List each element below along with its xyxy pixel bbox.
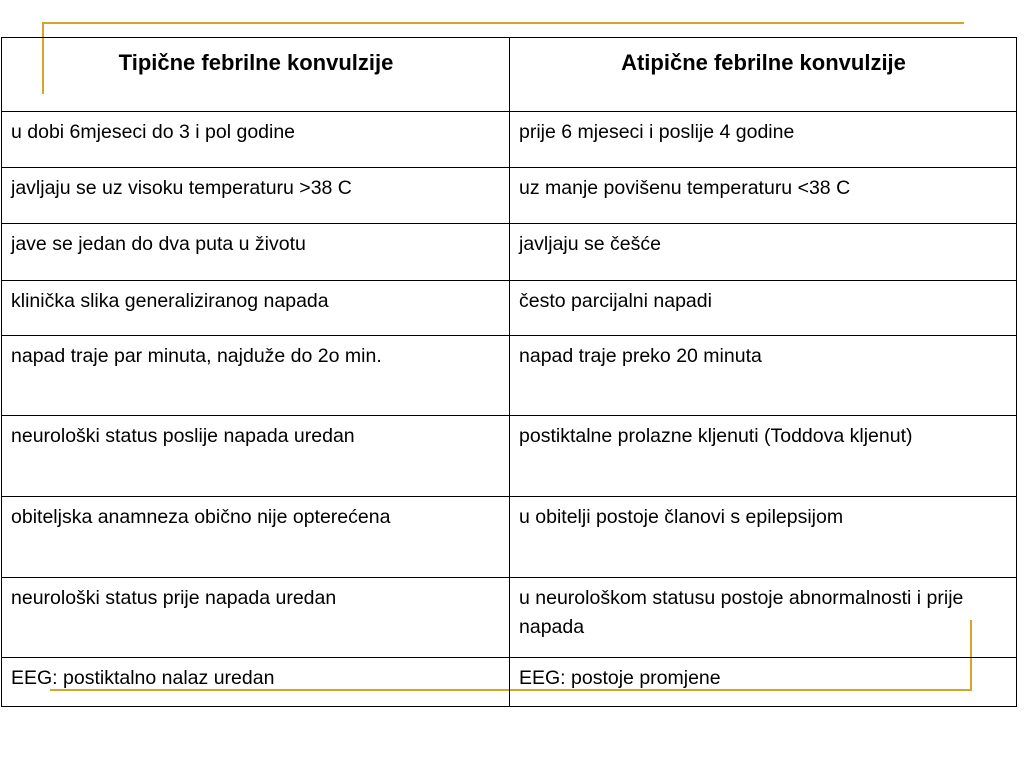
table-header-row <box>2 38 1017 112</box>
cell-atypical: napad traje preko 20 minuta <box>510 336 1017 416</box>
cell-atypical: postiktalne prolazne kljenuti (Toddova kljenut) <box>510 416 1017 497</box>
cell-typical: neurološki status poslije napada uredan <box>2 416 510 497</box>
cell-typical: neurološki status prije napada uredan <box>2 578 510 658</box>
cell-atypical: često parcijalni napadi <box>510 281 1017 336</box>
cell-atypical: u neurološkom statusu postoje abnormalnosti i prije napada <box>510 578 1017 658</box>
table-row <box>2 578 1017 658</box>
table-row <box>2 416 1017 497</box>
cell-typical: EEG: postiktalno nalaz uredan <box>2 658 510 707</box>
cell-typical: javljaju se uz visoku temperaturu >38 C <box>2 168 510 224</box>
comparison-table <box>1 37 1017 707</box>
table-row <box>2 224 1017 281</box>
table-row <box>2 336 1017 416</box>
cell-typical: napad traje par minuta, najduže do 2o min. <box>2 336 510 416</box>
header-atypical: Atipične febrilne konvulzije <box>510 38 1017 112</box>
cell-typical: klinička slika generaliziranog napada <box>2 281 510 336</box>
table-row <box>2 112 1017 168</box>
cell-typical: obiteljska anamneza obično nije opterećena <box>2 497 510 578</box>
cell-typical: u dobi 6mjeseci do 3 i pol godine <box>2 112 510 168</box>
cell-atypical: EEG: postoje promjene <box>510 658 1017 707</box>
cell-atypical: javljaju se češće <box>510 224 1017 281</box>
table-row <box>2 168 1017 224</box>
cell-atypical: u obitelji postoje članovi s epilepsijom <box>510 497 1017 578</box>
table-row <box>2 497 1017 578</box>
cell-atypical: prije 6 mjeseci i poslije 4 godine <box>510 112 1017 168</box>
header-typical: Tipične febrilne konvulzije <box>2 38 510 112</box>
decorative-top-line <box>42 22 964 24</box>
cell-atypical: uz manje povišenu temperaturu <38 C <box>510 168 1017 224</box>
table-row <box>2 281 1017 336</box>
cell-typical: jave se jedan do dva puta u životu <box>2 224 510 281</box>
table-row <box>2 658 1017 707</box>
